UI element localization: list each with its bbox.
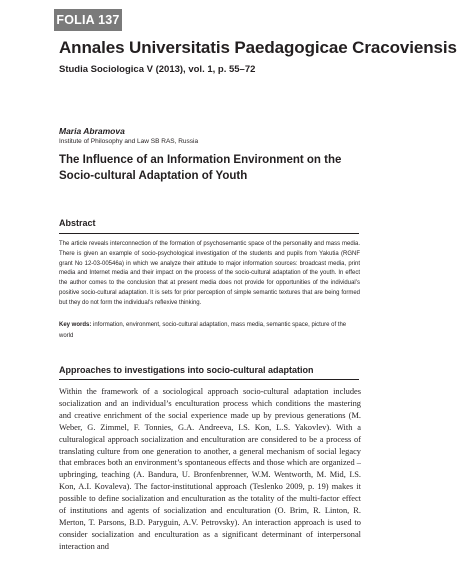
keywords-list: information, environment, socio-cultural adaptation, mass media, semantic space, picture of the world [59,322,347,339]
journal-title: Annales Universitatis Paedagogicae Cracoviensis [59,38,457,57]
article-title: The Influence of an Information Environment on the Socio-cultural Adaptation of Youth [59,154,342,182]
abstract-heading: Abstract [59,218,96,228]
abstract-divider [59,233,359,234]
section-body-text: Within the framework of a sociological approach socio-cultural adaptation includes socialization and an individual’s enculturation process which conditions the mastering and creative enrichment of the social experience made up by previous generations (M. Weber, G. Zimmel, F. Tonnies, G.A. Andreeva, I.S. Kon, L.S. Yakovlev). With a culturalogical approach socialization and enculturation are considered to be a process of translating culture from one generation to another, a general mechanism of social legacy that embraces both an environment’s spontaneous effects and those which are organized – upbringing, teaching (A. Bandura, U. Bronfenbrenner, W.M. Wentworth, M. Mid, I.S. Kon, A.I. Kovaleva). The factor-institutional approach (Teslenko 2009, p. 19) makes it possible to define socialization and enculturation as the totality of the multi-factor effect of institutions and agents of socialization and enculturation (O. Brim, R. Linton, R. Merton, T. Parsons, B.D. Paryguin, A.V. Petrovsky). An interaction approach is used to consider socialization and enculturation as a significant determinant of interpersonal interaction and [59,387,361,551]
section-divider [59,379,359,380]
author-name: Maria Abramova [59,126,125,136]
keywords-label: Key words: [59,322,92,328]
folia-badge: FOLIA 137 [54,9,122,31]
series-citation: Studia Sociologica V (2013), vol. 1, p. 55–72 [59,64,256,75]
keywords [59,320,360,341]
section-heading: Approaches to investigations into socio-cultural adaptation [59,365,314,375]
author-affiliation: Institute of Philosophy and Law SB RAS, Russia [59,138,199,145]
abstract-text: The article reveals interconnection of the formation of psychosemantic space of the personality and mass media. There is given an example of socio-psychological investigation of the students and pupils from Yakutia (RGNF grant No 12-03-00546a) in which we analyze their attitude to major information sources: broadcast media, print media and Internet media and their impact on the process of the socio-cultural adaptation of the youth. In effect the author comes to the conclusion that at present media does not provide for opportunities of the individual’s positive socio-cultural adaptation. It is sets for prior perception of simple semantic textures that are being formed but they do not form the individual’s reflexive thinking. [59,241,360,306]
